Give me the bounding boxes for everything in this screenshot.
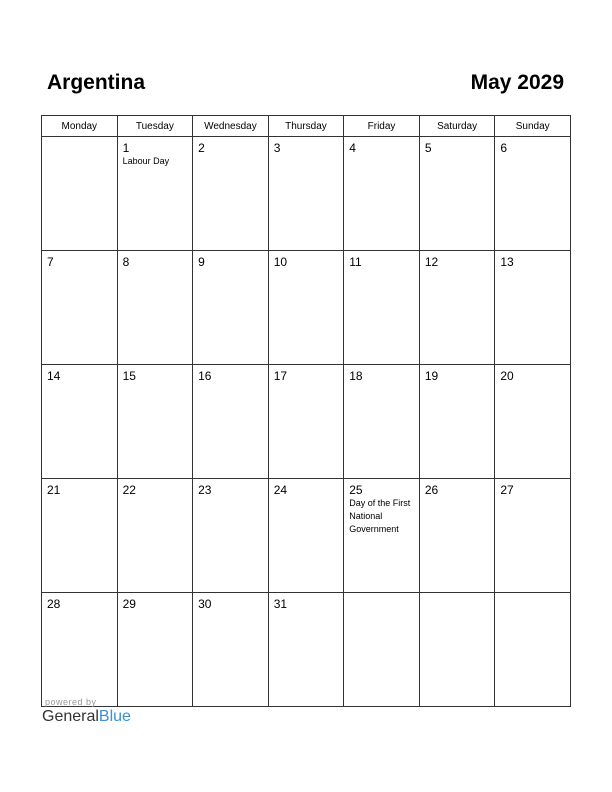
day-cell: [268, 137, 344, 251]
day-cell: [193, 479, 269, 593]
day-cell: [268, 365, 344, 479]
day-cell: [419, 251, 495, 365]
weekday-header: Wednesday: [193, 116, 269, 137]
day-cell: [268, 251, 344, 365]
day-number: 4: [349, 141, 356, 155]
day-number: 15: [122, 369, 136, 383]
day-number: 31: [273, 597, 288, 611]
day-cell: [42, 251, 118, 365]
calendar-grid: [41, 115, 571, 707]
day-cell: [344, 251, 420, 365]
day-cell: [193, 365, 269, 479]
month-title: May 2029: [470, 71, 564, 94]
day-cell: [117, 479, 193, 593]
weekday-header-row: [42, 116, 571, 137]
day-cell: [419, 137, 495, 251]
weekday-header: Tuesday: [117, 116, 193, 137]
day-cell: [193, 137, 269, 251]
empty-day-cell: [419, 593, 495, 707]
day-cell: [495, 479, 571, 593]
week-row: [42, 593, 571, 707]
day-number: 1: [122, 141, 130, 155]
day-number: 23: [198, 483, 212, 497]
day-cell: [42, 479, 118, 593]
day-cell: [117, 365, 193, 479]
empty-day-cell: [495, 593, 571, 707]
day-number: 17: [273, 369, 288, 383]
weekday-header: Thursday: [268, 116, 344, 137]
day-number: 24: [273, 483, 288, 497]
day-cell: [344, 479, 420, 593]
day-number: 21: [47, 483, 61, 497]
day-cell: [42, 593, 118, 707]
empty-day-cell: [344, 593, 420, 707]
brand-general-text: General: [42, 708, 99, 725]
day-cell: [268, 479, 344, 593]
day-cell: [495, 251, 571, 365]
day-number: 5: [424, 141, 432, 155]
day-number: 12: [424, 255, 439, 269]
holiday-label: Day of the First National Government: [349, 498, 411, 534]
day-number: 18: [349, 369, 363, 383]
day-cell: [344, 365, 420, 479]
day-cell: [117, 593, 193, 707]
day-number: 16: [198, 369, 212, 383]
day-cell: [193, 593, 269, 707]
day-cell: [268, 593, 344, 707]
footer-branding: [42, 697, 131, 726]
day-cell: [117, 251, 193, 365]
day-number: 2: [198, 141, 205, 155]
day-number: 9: [198, 255, 205, 269]
day-number: 8: [122, 255, 130, 269]
holiday-label: Labour Day: [122, 156, 170, 166]
weekday-header: Friday: [344, 116, 420, 137]
day-number: 10: [273, 255, 288, 269]
day-cell: [419, 365, 495, 479]
day-number: 19: [424, 369, 439, 383]
day-number: 25: [349, 483, 363, 497]
day-number: 11: [349, 255, 362, 269]
day-number: 6: [500, 141, 508, 155]
day-cell: [344, 137, 420, 251]
powered-by-text: powered by: [45, 697, 97, 707]
day-number: 13: [500, 255, 514, 269]
day-number: 29: [122, 597, 136, 611]
day-cell: [42, 365, 118, 479]
week-row: [42, 365, 571, 479]
week-row: [42, 479, 571, 593]
day-number: 3: [273, 141, 281, 155]
day-number: 20: [500, 369, 514, 383]
weekday-header: Sunday: [495, 116, 571, 137]
day-cell: [495, 365, 571, 479]
day-number: 7: [47, 255, 54, 269]
day-cell: [193, 251, 269, 365]
generalblue-logo[interactable]: [42, 708, 131, 726]
day-number: 27: [500, 483, 514, 497]
day-number: 22: [122, 483, 136, 497]
week-row: [42, 137, 571, 251]
day-number: 30: [198, 597, 212, 611]
weekday-header: Saturday: [419, 116, 495, 137]
day-cell: [117, 137, 193, 251]
brand-blue-text: Blue: [98, 708, 131, 725]
empty-day-cell: [42, 137, 118, 251]
country-title: Argentina: [47, 71, 146, 94]
week-row: [42, 251, 571, 365]
day-number: 26: [424, 483, 439, 497]
day-number: 28: [47, 597, 61, 611]
day-number: 14: [47, 369, 61, 383]
day-cell: [495, 137, 571, 251]
day-cell: [419, 479, 495, 593]
weekday-header: Monday: [42, 116, 118, 137]
